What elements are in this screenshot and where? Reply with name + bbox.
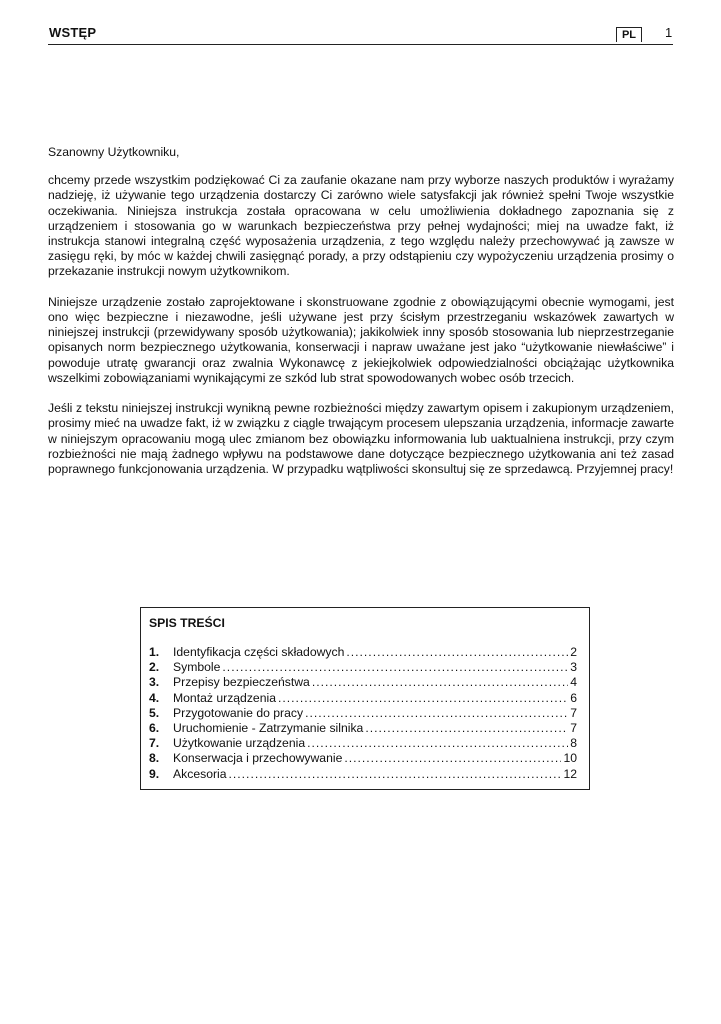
paragraph-discrepancies: Jeśli z tekstu niniejszej instrukcji wynikną pewne rozbieżności między zawartym opisem i zakupionym urządzeniem, prosimy mieć na uwadze fakt, iż w związku z ciągle trwającym procesem ulepszania urządzenia, informacje zawarte w niniejszym opracowaniu mogą ulec zmianom bez obowiązku informowania lub uaktualniena instrukcji, przy czym rozbieżności nie mają żadnego wpływu na podstawowe dane dotyczące bezpiecznego użytkowania ani też zasad poprawnego funkcjonowania urządzenia. W przypadku wątpliwości skonsultuj się ze sprzedawcą. Przyjemnej pracy! [48, 401, 674, 477]
toc-item-number: 4. [149, 690, 160, 705]
table-of-contents [140, 607, 590, 790]
toc-item-page: 3 [570, 660, 577, 675]
toc-item-page: 8 [570, 736, 577, 751]
toc-item-label: Identyfikacja części składowych [173, 645, 345, 659]
page-header [48, 24, 673, 45]
toc-leader-dots [222, 660, 568, 675]
toc-item-number: 7. [149, 736, 160, 751]
toc-item-number: 2. [149, 660, 160, 675]
toc-item[interactable] [149, 645, 577, 660]
toc-item-page: 7 [570, 721, 577, 736]
toc-item[interactable] [149, 675, 577, 690]
toc-item-page: 4 [570, 675, 577, 690]
toc-item-number: 6. [149, 721, 160, 736]
toc-item-number: 1. [149, 645, 160, 659]
toc-item-label: Uruchomienie - Zatrzymanie silnika [173, 721, 364, 736]
toc-item-label: Symbole [173, 660, 221, 675]
toc-leader-dots [365, 721, 568, 736]
toc-item-page: 6 [570, 690, 577, 705]
toc-leader-dots [229, 767, 562, 782]
toc-item-number: 3. [149, 675, 160, 690]
toc-item-page: 12 [563, 766, 577, 781]
toc-item[interactable] [149, 706, 577, 721]
toc-leader-dots [307, 736, 568, 751]
toc-item-label: Akcesoria [173, 766, 227, 781]
toc-leader-dots [346, 645, 568, 660]
section-title: WSTĘP [49, 25, 97, 40]
toc-item-label: Konserwacja i przechowywanie [173, 751, 343, 766]
toc-item[interactable] [149, 660, 577, 675]
toc-item[interactable] [149, 721, 577, 736]
language-badge: PL [616, 27, 642, 42]
toc-leader-dots [278, 691, 568, 706]
toc-item-number: 5. [149, 705, 160, 720]
intro-text [48, 145, 674, 492]
toc-item-number: 8. [149, 751, 160, 766]
toc-leader-dots [344, 751, 561, 766]
toc-item-page: 10 [563, 751, 577, 766]
toc-item-label: Montaż urządzenia [173, 690, 276, 705]
toc-item[interactable] [149, 691, 577, 706]
page-number: 1 [665, 25, 673, 40]
greeting: Szanowny Użytkowniku, [48, 145, 180, 159]
toc-item-label: Przygotowanie do pracy [173, 705, 304, 720]
toc-item[interactable] [149, 751, 577, 766]
toc-item-number: 9. [149, 766, 160, 781]
toc-item-label: Przepisy bezpieczeństwa [173, 675, 310, 690]
toc-item-page: 7 [570, 705, 577, 720]
toc-leader-dots [312, 675, 568, 690]
toc-item[interactable] [149, 736, 577, 751]
paragraph-thanks: chcemy przede wszystkim podziękować Ci za zaufanie okazane nam przy wyborze naszych produktów i wyrażamy nadzieję, iż używanie tego urządzenia dostarczy Ci zarówno wiele satysfakcji jak również spełni Twoje wszystkie oczekiwania. Niniejsza instrukcja została opracowana w celu umożliwienia dokładnego zapoznania się z urządzeniem i stosowania go w warunkach bezpieczeństwa przy pełnej wydajności; miej na uwadze fakt, iż instrukcja stanowi integralną część wyposażenia urządzenia, z tego względu należy przechowywać ją zawsze w zasięgu ręki, by móc w każdej chwili zasięgnąć porady, a przy odstąpieniu czy wypożyczeniu urządzenia prosimy o przekazanie instrukcji nowym użytkownikom. [48, 173, 674, 279]
toc-title: SPIS TREŚCI [149, 616, 225, 630]
toc-item-page: 2 [570, 645, 577, 659]
toc-leader-dots [305, 706, 568, 721]
toc-list [149, 645, 577, 782]
toc-item-label: Użytkowanie urządzenia [173, 736, 306, 751]
paragraph-safety: Niniejsze urządzenie zostało zaprojektowane i skonstruowane zgodnie z obowiązującymi obecnie wymogami, jest ono więc bezpieczne i niezawodne, jeśli używane jest przy ścisłym przestrzeganiu wskazówek zawartych w niniejszej instrukcji (przewidywany sposób użytkowania); jakikolwiek inny sposób stosowania lub nieprzestrzeganie opisanych norm bezpiecznego użytkowania, konserwacji i napraw uważane jest jako “użytkowanie niewłaściwe” i powoduje utratę gwarancji oraz zwalnia Wykonawcę z jekiejkolwiek odpowiedzialności obciążając użytkownika wszelkimi zobowiązaniami wynikającymi ze szkód lub strat spowodowanych wobec osób trzecich. [48, 294, 674, 385]
toc-item[interactable] [149, 767, 577, 782]
